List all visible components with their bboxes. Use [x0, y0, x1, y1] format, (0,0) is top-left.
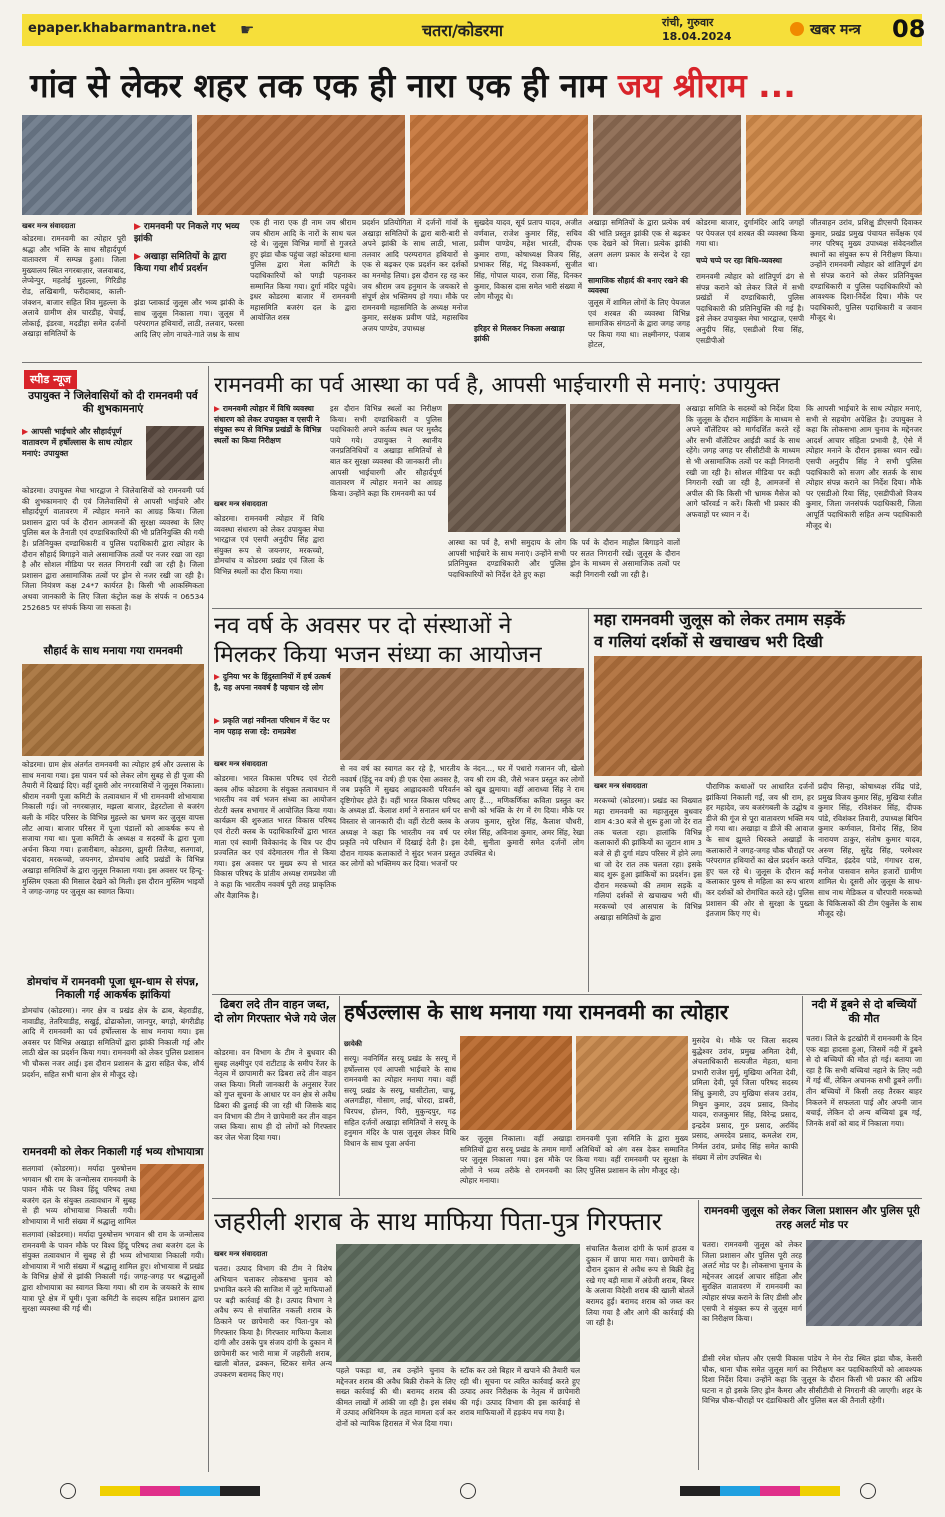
- article-text: कि आपसी भाईचारे के साथ त्योहार मनाएं, सभी से सहयोग अपेक्षित है। उपायुक्त ने कहा कि लोकसभा आम चुनाव के मद्देनजर आदर्श आचार संहिता प्रभावी है, ऐसे में त्योहार मनाने के दौरान इसका ध्यान रखें। एसपी अनुदीप सिंह ने सभी पुलिस पदाधिकारी को सजग और सतर्क के साथ त्योहार संपन्न कराने का निर्देश दिया। मौके पर एसडीओ रिया सिंह, एसडीपीओ विजय कुमार, जिला जनसंपर्क पदाधिकारी, जिला आपूर्ति पदाधिकारी सहित अन्य पदाधिकारी मौजूद थे।: [806, 404, 922, 530]
- color-bar: [760, 1486, 800, 1496]
- story-headline: नदी में डूबने से दो बच्चियों की मौत: [811, 998, 917, 1025]
- article-text: चतरा। रामनवमी जुलूस को लेकर जिला प्रशासन और पुलिस पूरी तरह अलर्ट मोड पर है। लोकसभा चुनाव के मद्देनजर आदर्श आचार संहिता और सुरक्षित वातावरण में रामनवमी का त्योहार संपन्न कराने के लिए डीसी और एसपी ने संयुक्त रूप से जुलूस मार्ग का निरीक्षण किया।: [702, 1240, 802, 1324]
- byline: खबर मन्त्र संवाददाता: [214, 760, 268, 768]
- bullet-icon: ▶: [134, 222, 141, 232]
- article-text: कि पर्व के दौरान माहौल बिगाड़ने वालों पर सतत निगरानी रखें। जुलूस के दौरान ड्रोन के माध्यम से असामाजिक तत्वों पर कड़ी निगरानी रखी जा रही है।: [570, 538, 680, 579]
- article-text: से नव वर्ष का स्वागत कर रहे है, भारतीय नववर्ष (हिंदू नव वर्ष) ही एक ऐसा अवसर है, जब प्रकृति में सुखद आह्लादकारी परिवर्तन दृष्टिगोचर होते हैं। वहीं भारत विकास परिषद के अध्यक्ष डॉ. केलाश शर्मा ने सनातन धर्म पर विस्तार से जानकारी दी। वहीं रोटरी क्लब के अध्यक्ष ने कहा कि भारतीय नव वर्ष पर प्रकृति नये परिधान में दिखाई देती है। इस दौरान गायक कलाकारों ने सुंदर भजन प्रस्तुत कर लोगों को भक्तिमय कर दिया। भजनों पर: [340, 764, 460, 869]
- article-text: प्रदीप सिन्हा, कोषाध्यक्ष रविंद्र पांडे, प्रमुख विजय कुमार सिंह, मुखिया रंजीत कुमार सिंह, रविशंकर सिंह, दीपक पांडे, रविशंकर तिवारी, उपाध्यक्ष बिपिन कुमार कर्णवाल, विनोद सिंह, शिव नारायण ठाकुर, संतोष कुमार यादव, अरुण सिंह, सुरेंद्र सिंह, परमेश्वर पण्डित, इंद्रदेव पांडे, गंगाधर दास, मनोज पासवान समेत हजारों ग्रामीण शामिल थे। दूसरी ओर जुलूस के साथ-साथ नाथ मेडिकल व चौरपारी मरकच्चो के चिकित्सकों की टीम एंबुलेंस के साथ मौजूद रहे।: [818, 782, 922, 919]
- divider: [802, 996, 803, 1196]
- subhead: प्रकृति जहां नवीनता परिधान में फेंट पर नाम पहाड़ सजा रहे: रामप्रवेश: [214, 716, 330, 736]
- bullet-icon: ▶: [22, 427, 29, 436]
- article-text: रामनवमी त्योहार को शांतिपूर्ण ढंग से संपन्न कराने को लेकर जिले में सभी प्रखंडों में दण्डाधिकारी, पुलिस पदाधिकारी की प्रतिनियुक्ति की गई है। इसे लेकर उपायुक्त मेघा भारद्वाज, एसपी अनुदीप सिंह, एसडीओ रिया सिंह, एसडीपीओ: [696, 272, 804, 345]
- color-bar: [140, 1486, 180, 1496]
- article-text: एक ही नारा एक ही नाम जय श्रीराम जय श्रीराम आदि के नारों के साथ चल रहे थे। जुलूस विभिन्न मार्गों से गुजरते हुए झंडा चौक पहुंचा जहां कोडरमा थाना पुलिस द्वारा मेला कमिटी के पदाधिकारियों को पगड़ी पहनाकर सम्मानित किया गया। दुर्गा मंदिर पहुंचे। इधर कोडरमा बाजार में रामनवमी महासमिति बजरंग दल के द्वारा आयोजित शस्त्र: [250, 218, 356, 323]
- bullet-icon: ▶: [214, 672, 220, 681]
- main-headline-red: जय श्रीराम ...: [617, 66, 796, 105]
- registration-mark-icon: [60, 1483, 76, 1499]
- article-text: कोडरमा। भारत विकास परिषद एवं रोटरी क्लब ऑफ कोडरमा के संयुक्त तत्वावधान में भारतीय नव वर्ष भजन संध्या का आयोजन रोटरी क्लब सभागार में आयोजित किया गया। कार्यक्रम की शुरुआत भारत विकास परिषद एवं रोटरी क्लब के पदाधिकारियों द्वारा भारत माता एवं स्वामी विवेकानंद के चित्र पर दीप प्रज्वलित कर एवं वंदेमातरम गीत से किया गया। इस अवसर पर मुख्य रूप से भारत विकास परिषद के प्रांतीय अध्यक्ष रामप्रवेश जी ने कहा कि भारतीय नववर्ष पूरी तरह प्राकृतिक और वैज्ञानिक है।: [214, 774, 336, 900]
- article-text: प्रदर्शन प्रतियोगिता में दर्जनों गांवों के अखाड़ा समितियों के द्वारा बारी-बारी से अपने झांकी के साथ लाठी, भाला, तलवार आदि परम्परागत हथियारों से एक से बढ़कर एक प्रदर्शन कर दर्शकों का मनमोह लिया। इस दौरान रह रह कर जय श्रीराम जय हनुमान के जयकारे से संपूर्ण क्षेत्र भक्तिमय हो गया। मौके पर रामनवमी महासमिति के अध्यक्ष मनोज कुमार, सरंक्षक प्रवीण पांडे, महासचिव अजय पाण्डेय, उपाध्यक्ष: [362, 218, 468, 333]
- registration-mark-icon: [460, 1483, 476, 1499]
- story-headline-line1: नव वर्ष के अवसर पर दो संस्थाओं ने: [214, 613, 512, 639]
- color-bar: [100, 1486, 140, 1496]
- article-text: डोमचांच (कोडरमा)। नगर क्षेत्र व प्रखंड क्षेत्र के ढाब, बेहराडीह, नावाडीह, तेतरियाडीह, सखुई, ढोढाकोला, जानपुर, बगड़ो, बंगरीडीह आदि में रामनवमी का पर्व हर्षोल्लास के साथ मनाया गया। इस अवसर पर विभिन्न अखाड़ा समितियों द्वारा झांकी निकाली गई और लाठी खेल का प्रदर्शन किया गया। रामनवमी को लेकर पुलिस प्रशासन भी चौकस नजर आई। इस दौरान प्रशासन के द्वारा सहित चेक, शौर्य प्रदर्शन, सहित सभी थाना क्षेत्र से मौजूद रहे।: [22, 1006, 204, 1079]
- article-text: कोडरमा। रामनवमी का त्योहार पूरी श्रद्धा और भक्ति के साथ सौहार्दपूर्ण वातावरण में सम्पन्न हुआ। जिला मुख्यालय स्थित नगरबाज़ार, जलवाबाद, लेप्चेन्पुर, महतोई मुहल्ला, गिरिडीह रोड, लखिबागी, फरीदाबाद, काली-जंक्शन, बाजार सहित शिव मुहल्ला के अलावे ग्रामीण क्षेत्र चारडीह, चेचाई, लोकाई, इंडरवा, मदडीहा समेत दर्जनों अखाड़ा समितियों के: [22, 234, 126, 339]
- subhead: रामनवमी पर निकले गए भव्य झांकी: [134, 222, 240, 244]
- section-title: चतरा/कोडरमा: [422, 21, 504, 40]
- subhead: अखाड़ा समितियों के द्वारा किया गया शौर्य प्रदर्शन: [134, 252, 227, 274]
- article-text: कोडरमा। रामनवमी त्योहार में विधि व्यवस्था संधारण को लेकर उपायुक्त मेघा भारद्वाज एवं एसपी अनुदीप सिंह द्वारा संयुक्त रूप से जयनगर, मरकच्चो, डोमचांच व कोडरमा प्रखंड एवं जिला के विभिन्न स्थलों का दौरा किया गया।: [214, 514, 324, 576]
- speed-news-headline: उपायुक्त ने जिलेवासियों को दी रामनवमी पर्व की शुभकामनाएं: [28, 390, 198, 415]
- subhead: रामनवमी त्योहार में विधि व्यवस्था संधारण को लेकर उपायुक्त व एसपी ने संयुक्त रूप से विभिन्न प्रखंडों के विभिन्न स्थलों का किया निरीक्षण: [214, 404, 322, 445]
- brand-name: खबर मन्त्र: [810, 22, 861, 38]
- bhajan-event-photo: [340, 668, 584, 760]
- subhead: हरिहर से मिलकर निकला अखाड़ा झांकी: [474, 324, 565, 343]
- bullet-icon: ▶: [134, 252, 141, 262]
- news-photo: [197, 115, 405, 215]
- news-photo: [448, 404, 566, 532]
- story-headline-line2: मिलकर किया भजन संध्या का आयोजन: [214, 642, 542, 668]
- article-text: जुलूस में शामिल लोगों के लिए पेयजल एवं शरबत की व्यवस्था विभिन्न सामाजिक संगठनों के द्वारा जगह जगह पर किया गया था। लक्ष्मीनगर, पंजाब होटल,: [588, 298, 690, 350]
- news-photo: [410, 115, 588, 215]
- story-headline: रामनवमी का पर्व आस्था का पर्व है, आपसी भाईचारगी से मनाएं: उपायुक्त: [214, 373, 780, 398]
- article-text: पहले पकड़ा था, तब उन्होंने चुनाव के मद्देनजर शराब की अवैध बिक्री रोकने के लिए सख्त कार्रवाई की थी। बरामद शराब की कीमत लाखों में आंकी जा रही है। इस संबंध में उत्पाद अधिनियम के तहत मामला दर्ज कर दोनों को न्यायिक हिरासत में भेज दिया गया।: [336, 1366, 456, 1428]
- byline: खबर मन्त्र संवाददाता: [214, 1250, 268, 1258]
- article-text: चतरा। जिले के इटखोरी में रामनवमी के दिन एक बड़ा हादसा हुआ, जिसमें नदी में डूबने से दो बच्चियों की मौत हो गई। बताया जा रहा है कि सभी बच्चियां नहाने के लिए नदी में गई थीं, लेकिन अचानक सभी डूबने लगीं। तीन बच्चियों में किसी तरह तैरकर बाहर निकलने में सफलता पाई और अपनी जान बचाई, लेकिन दो अन्य बच्चियां डूब गई, जिनके शवों को बाद में निकाला गया।: [806, 1034, 922, 1128]
- news-photo: [570, 404, 680, 532]
- subhead: दुनिया भर के हिंदुस्तानियों में हर्ष उत्कर्ष है, यह अपना नववर्ष है पहचान रहे लोग: [214, 672, 331, 692]
- news-photo: [576, 1036, 688, 1130]
- article-text: इस दौरान विभिन्न स्थलों का निरीक्षण किया। सभी दण्डाधिकारी व पुलिस पदाधिकारी अपने कर्तव्य स्थल पर मुस्तैद पाये गये। उपायुक्त ने स्थानीय जनप्रतिनिधियों व अखाड़ा समितियों से बात कर सुरक्षा व्यवस्था की जानकारी ली। आपसी भाईचारगी और सौहार्दपूर्ण वातावरण में त्योहार मनाने का आग्रह किया। उन्होंने कहा कि रामनवमी का पर्व: [330, 404, 442, 498]
- story-headline: ढिबरा लदे तीन वाहन जब्त, दो लोग गिरफ्तार भेजे गये जेल: [214, 998, 336, 1025]
- speed-news-headline: डोमचांच में रामनवमी पूजा धूम-धाम से संपन्न, निकाली गई आकर्षक झांकियां: [27, 976, 199, 1001]
- divider: [588, 608, 589, 992]
- news-photo: [460, 1036, 572, 1130]
- brand-logo-icon: [790, 22, 804, 36]
- article-text: कोडरमा। उपायुक्त मेघा भारद्वाज ने जिलेवासियों को रामनवमी पर्व की शुभकामनाएं दी एवं जिलेवासियों से आपसी भाईचारे और सौहार्दपूर्ण वातावरण में त्योहार मनाने का आग्रह किया। जिला प्रशासन द्वारा पर्व के दौरान आमजनों की सुरक्षा व्यवस्था के लिए पुलिस बल के तैनाती एवं दण्डाधिकारियों की भी प्रतिनियुक्ति की गयी है। प्रतिनियुक्त दण्डाधिकारी व पुलिस पदाधिकारी द्वारा त्योहार के दौरान सौहार्द बिगाड़ने वाले असामाजिक तत्वों पर नजर रखा जा रहा है और सोशल मीडिया पर सतत निगरानी रखी जा रही है। जिला प्रशासन द्वारा असामाजिक तत्वों पर ड्रोन से नजर रखी जा रही है। जिला नियंत्रण कक्ष 24*7 कार्यरत है। किसी भी आकस्मिकता अथवा जानकारी के लिए जिला कंट्रोल कक्ष के संपर्क न 06534 252685 पर संपर्क किया जा सकता है।: [22, 486, 204, 612]
- divider: [212, 1198, 922, 1199]
- byline: खबर मन्त्र संवाददाता: [594, 782, 648, 790]
- color-bar: [680, 1486, 720, 1496]
- speed-news-headline: सौहार्द के साथ मनाया गया रामनवमी: [43, 645, 183, 657]
- color-bar: [180, 1486, 220, 1496]
- procession-photo: [594, 656, 922, 776]
- city-day: रांची, गुरुवार: [662, 16, 714, 29]
- news-photo: [140, 1164, 204, 1220]
- byline: खबर मन्त्र संवाददाता: [214, 500, 268, 508]
- article-text: मरकच्चो (कोडरमा)। प्रखंड का विख्यात महा रामनवमी का महाजुलूस बुधवार शाम 4:30 बजे से शुरू हुआ जो देर रात तक चलता रहा। हालांकि विभिन्न कलाकारों की झांकियों का जुटान शाम 3 बजे से ही दुर्गा मंडप परिसर में होने लगा था जो देर रात तक चलता रहा। इसके बाद शुरू हुआ झांकियों का प्रदर्शन। इस दौरान मरकच्चो की तमाम सड़कें व गलियां दर्शकों से खचाखच भरी थीं। मरकच्चो एवं आसपास के विभिन्न अखाड़ा समितियों के द्वारा: [594, 796, 702, 922]
- article-text: के नंदन..., घर में पधारो गजानन जी, खेलो जय श्री राम की, जैसे भजन प्रस्तुत कर लोगों को खूब झुमाया। वहीं आराध्या सिंह ने राम आए हैं..., मणिकर्णिका कविता प्रस्तुत कर सभी को भक्ति के रंग में रंग दिया। मौके पर अजय कुमार, सुरेश सिंह, कैलाश चौधरी, रमेश सिंह, अविनाश कुमार, अमर सिंह, रेखा देवी, सुनीता कुमारी समेत दर्जनों लोग उपस्थित थे।: [464, 764, 584, 858]
- article-text: अखाड़ा समितियों के द्वारा प्रत्येक वर्ष की भांति प्रस्तुत झांकी एक से बढ़कर एक देखने को मिला। प्रत्येक झांकी अलग अलग प्रकार के सन्देश दे रहा था।: [588, 218, 690, 270]
- byline: छायेकी: [344, 1040, 362, 1048]
- news-photo: [806, 1240, 922, 1326]
- article-text: झंडा प्लाकार्ड जुलूस और भव्य झांकी के साथ जुलूस निकाला गया। जुलूस में परंपरागत हथियारों, लाठी, तलवार, फरसा आदि लिए लोग नाचते-गाते जश्न के साथ: [134, 298, 244, 339]
- page-header-bar: [22, 14, 926, 46]
- seized-liquor-photo: [336, 1244, 580, 1362]
- subhead: आपसी भाईचारे और सौहार्दपूर्ण वातावरण में हर्षोल्लास के साथ त्योहार मनाएं: उपायुक्त: [22, 427, 133, 458]
- story-headline: हर्षउल्लास के साथ मनाया गया रामनवमी का त्योहार: [344, 1000, 729, 1024]
- subhead: चप्पे चप्पे पर रहा बिधि-व्यवस्था: [696, 256, 782, 265]
- edition-date: [662, 16, 732, 44]
- subhead-box: [134, 221, 244, 275]
- article-text: सतगावां (कोडरमा)। मर्यादा पुरुषोत्तम भगवान श्री राम के जन्मोत्सव रामनवमी के पावन मौके पर विश्व हिंदू परिषद तथा बजरंग दल के संयुक्त तत्वावधान में सुबह से ही भव्य शोभायात्रा निकाली गयी। शोभायात्रा में भारी संख्या में श्रद्धालु शामिल हुए। शोभायात्रा में प्रखंड के विभिन्न क्षेत्रों से झांकी निकाली गई। जगह-जगह पर श्रद्धालुओं द्वारा शोभायात्रा का स्वागत किया गया। श्री राम के जयकारे के साथ यात्रा पूरे क्षेत्र में घूमी। पूजा कमिटी के सदस्य सहित प्रशासन द्वारा सुरक्षा व्यवस्था की गई थी।: [22, 1230, 204, 1314]
- article-text: कोडरमा। ग्राम क्षेत्र अंतर्गत रामनवमी का त्योहार हर्ष और उल्लास के साथ मनाया गया। इस पावन पर्व को लेकर लोग सुबह से ही पूजा की तैयारी में दिखाई दिए। वहीं दूसरी ओर नगरवासियों ने जुलूस निकाला। श्रीराम नवमी पूजा कमिटी के तत्वावधान में भी रामनवमी शोभायात्रा निकाली गई। जो नगरबाज़ार, मझला बाजार, डेहरटोला से बजरंग बली के मंदिर परिसर के विभिन्न मुहल्ले का भ्रमण कर जुलूस वापस लौट आया। बाजार परिसर में पूजा पंडालों को आकर्षक रूप से सजाया गया था। पूजा कमिटी के अध्यक्ष व सदस्यों के द्वारा पूजा अर्चना किया गया। हजारीबाग, कोडरमा, झुमरी तिलैया, सतगावां, चंदवारा, मरकच्चो, जयनगर, डोमचांच आदि प्रखंडों के विभिन्न अखाड़ा समितियों के द्वारा जुलूस निकाला गया। इस अवसर पर हिन्दू-मुस्लिम एकता की मिसाल देखने को मिली। इस दौरान मुस्लिम भाइयों ने जगह-जगह पर जुलूस का स्वागत किया।: [22, 760, 204, 897]
- divider: [339, 996, 340, 1196]
- site-url-link[interactable]: epaper.khabarmantra.net: [28, 21, 216, 36]
- speed-news-label: स्पीड न्यूज: [24, 370, 77, 389]
- news-photo: [22, 115, 192, 215]
- article-text: संचालित कैलाश दांगी के फार्म हाउस व दुकान में छापा मारा गया। छापेमारी के दौरान दुकान से अवैध रूप से बिक्री हेतु रखे गए बड़ी मात्रा में अंग्रेजी शराब, बियर के अलावा विदेशी शराब की खाली बोतलें बरामद हुईं। बरामद शराब को जब्त कर लिया गया है और आगे की कार्रवाई की जा रही है।: [586, 1244, 694, 1328]
- article-text: सुखदेव यादव, सूर्य प्रताप यादव, अजीत वर्णवाल, राजेश कुमार सिंह, सचिव प्रवीण पाण्डेय, महेश भारती, दीपक कुमार राणा, कोषाध्यक्ष विजय सिंह, प्रभाकर सिंह, मंटू विश्वकर्मा, सुजीत सिंह, गोपाल यादव, राजा सिंह, दिनकर कुमार, विकास दास समेत भारी संख्या में लोग मौजूद थे।: [474, 218, 582, 302]
- article-text: चतरा। उत्पाद विभाग की टीम ने विशेष अभियान चलाकर लोकसभा चुनाव को प्रभावित करने की साजिश में जुटे माफियाओं पर बड़ी कार्रवाई की है। उत्पाद विभाग ने अवैध रूप से संचालित नकली शराब के ठिकाने पर छापेमारी कर पिता-पुत्र को गिरफ्तार किया है। गिरफ्तार माफिया कैलाश दांगी और उसके पुत्र संजय दांगी के दुकान में छापेमारी कर भारी मात्रा में जहरीली शराब, खाली बोतल, ढक्कन, स्टिकर समेत अन्य उपकरण बरामद किए गए।: [214, 1264, 332, 1379]
- divider: [212, 994, 922, 995]
- divider: [22, 362, 922, 363]
- article-text: रामनवमी पूजा समिति के द्वारा मुख्य अतिथियों को अंग वस्त्र देकर सम्मानित किया गया। वहीं रामनवमी पर सुरक्षा के लिए पुलिस प्रशासन के लोग मौजूद रहे।: [576, 1134, 688, 1175]
- color-bar: [720, 1486, 760, 1496]
- story-headline-line1: महा रामनवमी जुलूस को लेकर तमाम सड़कें: [594, 610, 846, 629]
- bullet-icon: ▶: [214, 716, 220, 725]
- pointer-hand-icon: ☛: [240, 20, 255, 39]
- story-headline-line2: व गलियां दर्शकों से खचाखच भरी दिखी: [594, 632, 823, 651]
- news-photo: [746, 115, 922, 215]
- article-text: कोडरमा। वन विभाग के टीम ने बुधवार की सुबह लक्ष्मीपुर एवं राटीटाड़ के समीप रेंजर के नेतृत्व में छापामारी कर ढिबरा लदे तीन वाहन जब्त किया। मिली जानकारी के अनुसार रेंजर को गुप्त सूचना के आधार पर वन क्षेत्र से अवैध ढिबरा की ढुलाई की जा रही थी जिसके बाद वन विभाग की टीम ने छापेमारी कर तीन वाहन जब्त किया। साथ ही दो लोगों को गिरफ्तार कर जेल भेजा दिया गया।: [214, 1048, 336, 1142]
- article-text: अखाड़ा समिति के सदस्यों को निर्देश दिया कि जुलूस के दौरान माईकिंग के माध्यम से अपने वॉलेंटियर को मार्गदर्शित करते रहें और सभी वॉलेंटियर आईडी कार्ड के साथ रहेंगे। जगह जगह पर सीसीटीवी के माध्यम से भी असामाजिक तत्वों पर कड़ी निगरानी रखी जा रही है। सोशल मीडिया पर कड़ी निगरानी रखी जा रही है, आमजनों से अपील की कि किसी भी भ्रामक मैसेज को आगे फॉरवर्ड न करें। किसी भी प्रकार की अफवाहों पर ध्यान न दें।: [686, 404, 800, 519]
- article-text: पौराणिक कथाओं पर आधारित दर्जनों झांकियां निकाली गईं, जय श्री राम, हर हर महादेव, जय बजरंगबली के उद्घोष व डीजे की गूंज से पूरा वातावरण भक्ति मय हो गया था। अखाड़ा व डीजे की आवाज के साथ झूमते थिरकते अखाड़ों के कलाकारों ने जगह-जगह चौक चौराहों पर परंपरागत हथियारों का खेल प्रदर्शन करते हुए चल रहे थे। जुलूस के दौरान कई कलाकार पुरुष से महिला का रूप धारण कर दर्शकों को रोमांचित करते रहे। पुलिस प्रशासन की ओर से सुरक्षा के पुख्ता इंतजाम किए गए थे।: [706, 782, 814, 919]
- subhead: सामाजिक सौहार्द की बनाए रखने की व्यवस्था: [588, 276, 688, 295]
- registration-mark-icon: [860, 1483, 876, 1499]
- article-text: जीतवाहन उरांव, प्रशिक्षु डीएसपी दिवाकर कुमार, प्रखंड प्रमुख पंचायत सर्वेक्षक एवं नगर परिषद् मुख्य उपाध्यक्ष संवेदनशील स्थानों का संयुक्त रूप से निरीक्षण किया। उन्होंने रामनवमी त्योहार को शांतिपूर्ण ढंग से संपन्न कराने को लेकर प्रतिनियुक्त दण्डाधिकारी व पुलिस पदाधिकारियों को आवश्यक दिशा-निर्देश दिया। मौके पर पदाधिकारी, पुलिस पदाधिकारी व जवान मौजूद थे।: [810, 218, 922, 323]
- speed-news-headline: रामनवमी को लेकर निकाली गई भव्य शोभायात्रा: [22, 1146, 204, 1158]
- article-text: कोडरमा बाजार, दुर्गामंदिर आदि जगहों पर पेयजल एवं शरबत की व्यवस्था किया गया था।: [696, 218, 804, 249]
- date: 18.04.2024: [662, 30, 732, 43]
- news-photo: [593, 115, 741, 215]
- page-number: 08: [892, 15, 926, 43]
- main-headline-black: गांव से लेकर शहर तक एक ही नारा एक ही नाम: [30, 66, 607, 105]
- article-text: आस्था का पर्व है, सभी समुदाय के लोग आपसी भाईचारे के साथ मनाएं। उन्होंने सभी प्रतिनियुक्त दण्डाधिकारी और पुलिस पदाधिकारियों को निर्देश देते हुए कहा: [448, 538, 566, 579]
- news-photo: [22, 664, 204, 756]
- story-headline: जहरीली शराब के साथ माफिया पिता-पुत्र गिरफ्तार: [214, 1207, 662, 1236]
- article-text: स्टॉक कर उसे बिहार में खपाने की तैयारी चल रही थी। सूचना पर त्वरित कार्रवाई करते हुए उत्पाद अवर निरीक्षक के नेतृत्व में छापेमारी की गई। उत्पाद विभाग की इस कार्रवाई से शराब माफियाओं में हड़कंप मच गया है।: [460, 1366, 580, 1418]
- main-headline: [30, 62, 796, 107]
- officer-photo: [146, 426, 204, 480]
- story-headline: रामनवमी जुलूस को लेकर जिला प्रशासन और पुलिस पूरी तरह अलर्ट मोड पर: [704, 1205, 920, 1231]
- article-text: सतगावां (कोडरमा)। मर्यादा पुरुषोत्तम भगवान श्री राम के जन्मोत्सव रामनवमी के पावन मौके पर विश्व हिंदू परिषद तथा बजरंग दल के संयुक्त तत्वावधान में सुबह से ही भव्य शोभायात्रा निकाली गयी। शोभायात्रा में भारी संख्या में श्रद्धालु शामिल: [22, 1164, 136, 1226]
- article-text: डीसी रमेश घोलप और एसपी विकास पांडेय ने मेन रोड स्थित झंडा चौक, केसरी चौक, थाना चौक समेत जुलूस मार्ग का निरीक्षण कर पदाधिकारियों को आवश्यक दिशा निर्देश दिया। उन्होंने कहा कि जुलूस के दौरान किसी भी प्रकार की अप्रिय घटना न हो इसके लिए ड्रोन कैमरा और सीसीटीवी से निगरानी की जाएगी। शहर के विभिन्न चौक-चौराहों पर दंडाधिकारी और पुलिस बल की तैनाती रहेगी।: [702, 1354, 922, 1406]
- article-text: मुसदेव थे। मौके पर जिला सदस्य बुद्धेश्वर उरांव, प्रमुख अमिता देवी, अंचलाधिकारी सत्यजीत मेहता, थाना प्रभारी राजेश मुर्मू, मुखिया अनिता देवी, प्रमिला देवी, पूर्व जिला परिषद सदस्य सिंधु कुमारी, उप मुखिया संजय उरांव, मिथुन कुमार, उदय प्रसाद, विनोद यादव, राजकुमार सिंह, विरेन्द्र प्रसाद, इन्द्रदेव प्रसाद, गुरु प्रसाद, अरविंद प्रसाद, अमरदेव प्रसाद, कमलेश राम, निर्मल उरांव, प्रमोद सिंह समेत काफी संख्या में लोग उपस्थित थे।: [692, 1036, 798, 1162]
- bullet-icon: ▶: [214, 404, 220, 413]
- divider: [698, 1200, 699, 1470]
- color-bar: [220, 1486, 260, 1496]
- color-bar: [800, 1486, 840, 1496]
- byline: खबर मन्त्र संवाददाता: [22, 222, 76, 230]
- article-text: सरयू। नवनिर्मित सरयू प्रखंड के सरयू में हर्षोल्लास एवं आपसी भाईचारे के साथ रामनवमी का त्योहार मनाया गया। वहीं सरयू प्रखंड के सरयू, घासीटोला, चाचू, अलगडीहा, गोसाग, लाई, चोरदा, डाबरी, चिरपथ, होलन, पिरी, मुकुन्दपुर, गढ़ सहित दर्जनों अखाड़ा समितियों ने सरयू के हनुमान मंदिर के पास जुलूस लेकर विधि विधान के साथ पूजा अर्चना: [344, 1054, 456, 1148]
- divider: [208, 366, 209, 1472]
- article-text: कर जुलूस निकाला। वहीं अखाड़ा समितियों द्वारा सरयू प्रखंड के तमाम मार्गों पर जुलूस निकाला गया। इस मौके पर लोगों ने भव्य तरीके से रामनवमी का त्योहार मनाया।: [460, 1134, 572, 1186]
